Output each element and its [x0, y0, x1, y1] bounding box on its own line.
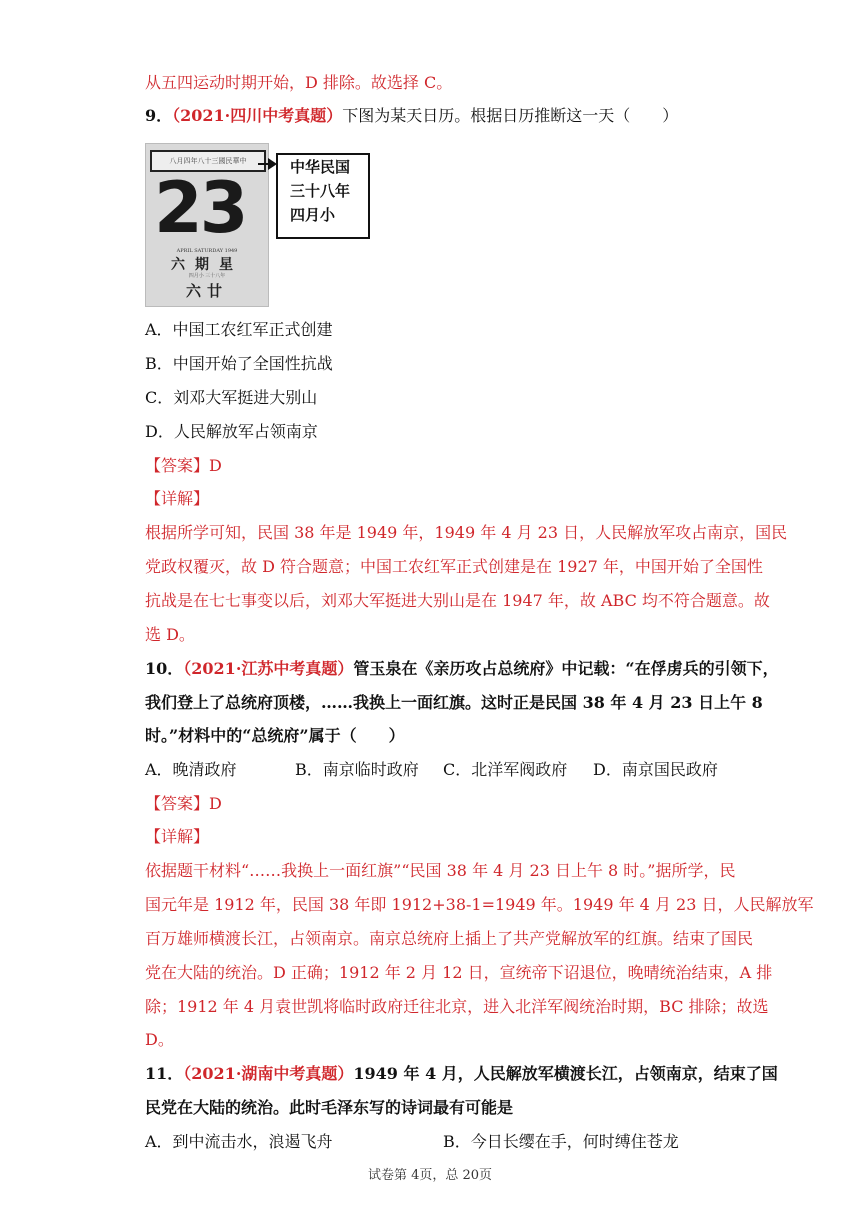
option-d: D．南京国民政府 — [593, 760, 718, 779]
option-c: C．北洋军阀政府 — [443, 760, 568, 779]
option-a: A．中国工农红军正式创建 — [145, 320, 333, 339]
detail-label: 【详解】 — [145, 827, 210, 846]
explanation-line: 选 D。 — [145, 625, 195, 644]
question-text: 管玉泉在《亲历攻占总统府》中记载：“在俘虏兵的引领下， — [353, 659, 779, 678]
question-source: （2021·湖南中考真题） — [183, 1064, 354, 1083]
option-b: B．今日长缨在手，何时缚住苍龙 — [443, 1132, 679, 1151]
question-11-stem — [145, 1063, 778, 1085]
calendar-lunar-line: 四月小 三十八年 — [188, 273, 226, 279]
explanation-line: D。 — [145, 1030, 174, 1049]
question-text: 1949 年 4 月，人民解放军横渡长江，占领南京，结束了国 — [353, 1064, 778, 1083]
option-b: B．南京临时政府 — [295, 760, 419, 779]
question-text: 我们登上了总统府顶楼，……我换上一面红旗。这时正是民国 38 年 4 月 23 日上午 8 — [145, 693, 763, 712]
explanation-line: 抗战是在七七事变以后，刘邓大军挺进大别山是在 1947 年，故 ABC 均不符合题意。故 — [145, 591, 770, 610]
calendar-day-number: 23 — [154, 167, 246, 249]
question-source: （2021·四川中考真题） — [172, 106, 343, 125]
option-c: C．刘邓大军挺进大别山 — [145, 388, 318, 407]
annotation-line: 中华民国 — [290, 158, 351, 176]
question-source: （2021·江苏中考真题） — [183, 659, 354, 678]
explanation-line: 根据所学可知，民国 38 年是 1949 年，1949 年 4 月 23 日，人民解放军攻占南京，国民 — [145, 523, 788, 542]
answer-label: 【答案】D — [145, 456, 222, 475]
explanation-line: 党在大陆的统治。D 正确；1912 年 2 月 12 日，宣统帝下诏退位，晚晴统治结束，A 排 — [145, 963, 773, 982]
option-a: A．晚清政府 — [145, 760, 237, 779]
calendar-weekday: 六期星 — [171, 257, 243, 273]
explanation-line: 除；1912 年 4 月袁世凯将临时政府迁往北京，进入北洋军阀统治时期，BC 排除；故选 — [145, 997, 769, 1016]
calendar-annotation-box — [276, 153, 370, 239]
annotation-line: 三十八年 — [290, 182, 351, 200]
option-a: A．到中流击水，浪遏飞舟 — [145, 1132, 333, 1151]
answer-label: 【答案】D — [145, 794, 222, 813]
question-text: 民党在大陆的统治。此时毛泽东写的诗词最有可能是 — [145, 1098, 514, 1117]
option-d: D．人民解放军占领南京 — [145, 422, 318, 441]
annotation-line: 四月小 — [290, 206, 336, 224]
question-10-stem — [145, 658, 779, 680]
explanation-line: 百万雄师横渡长江，占领南京。南京总统府上插上了共产党解放军的红旗。结束了国民 — [145, 929, 754, 948]
question-text: 下图为某天日历。根据日历推断这一天（ ） — [342, 106, 679, 125]
calendar-lunar-day: 六廿 — [185, 282, 228, 300]
question-number: 10． — [145, 659, 184, 678]
question-text: 时。”材料中的“总统府”属于（ ） — [145, 726, 405, 745]
calendar-english-line: APRIL SATURDAY 1949 — [176, 248, 238, 254]
question-number: 9． — [145, 106, 173, 125]
question-number: 11． — [145, 1064, 184, 1083]
calendar-photo — [145, 143, 269, 307]
explanation-line: 党政权覆灭，故 D 符合题意；中国工农红军正式创建是在 1927 年，中国开始了全国性 — [145, 557, 763, 576]
explanation-line: 依据题干材料“……我换上一面红旗”“民国 38 年 4 月 23 日上午 8 时。”据所学，民 — [145, 861, 736, 880]
option-b: B．中国开始了全国性抗战 — [145, 354, 333, 373]
calendar-header-text: 八月四年八十三國民華中 — [150, 150, 266, 172]
explanation-line: 国元年是 1912 年，民国 38 年即 1912+38-1=1949 年。1949 年 4 月 23 日，人民解放军 — [145, 895, 814, 914]
detail-label: 【详解】 — [145, 489, 210, 508]
question-9-stem — [145, 105, 678, 127]
explanation-line: 从五四运动时期开始，D 排除。故选择 C。 — [145, 73, 453, 92]
page-footer: 试卷第 4页，总 20页 — [367, 1168, 493, 1183]
